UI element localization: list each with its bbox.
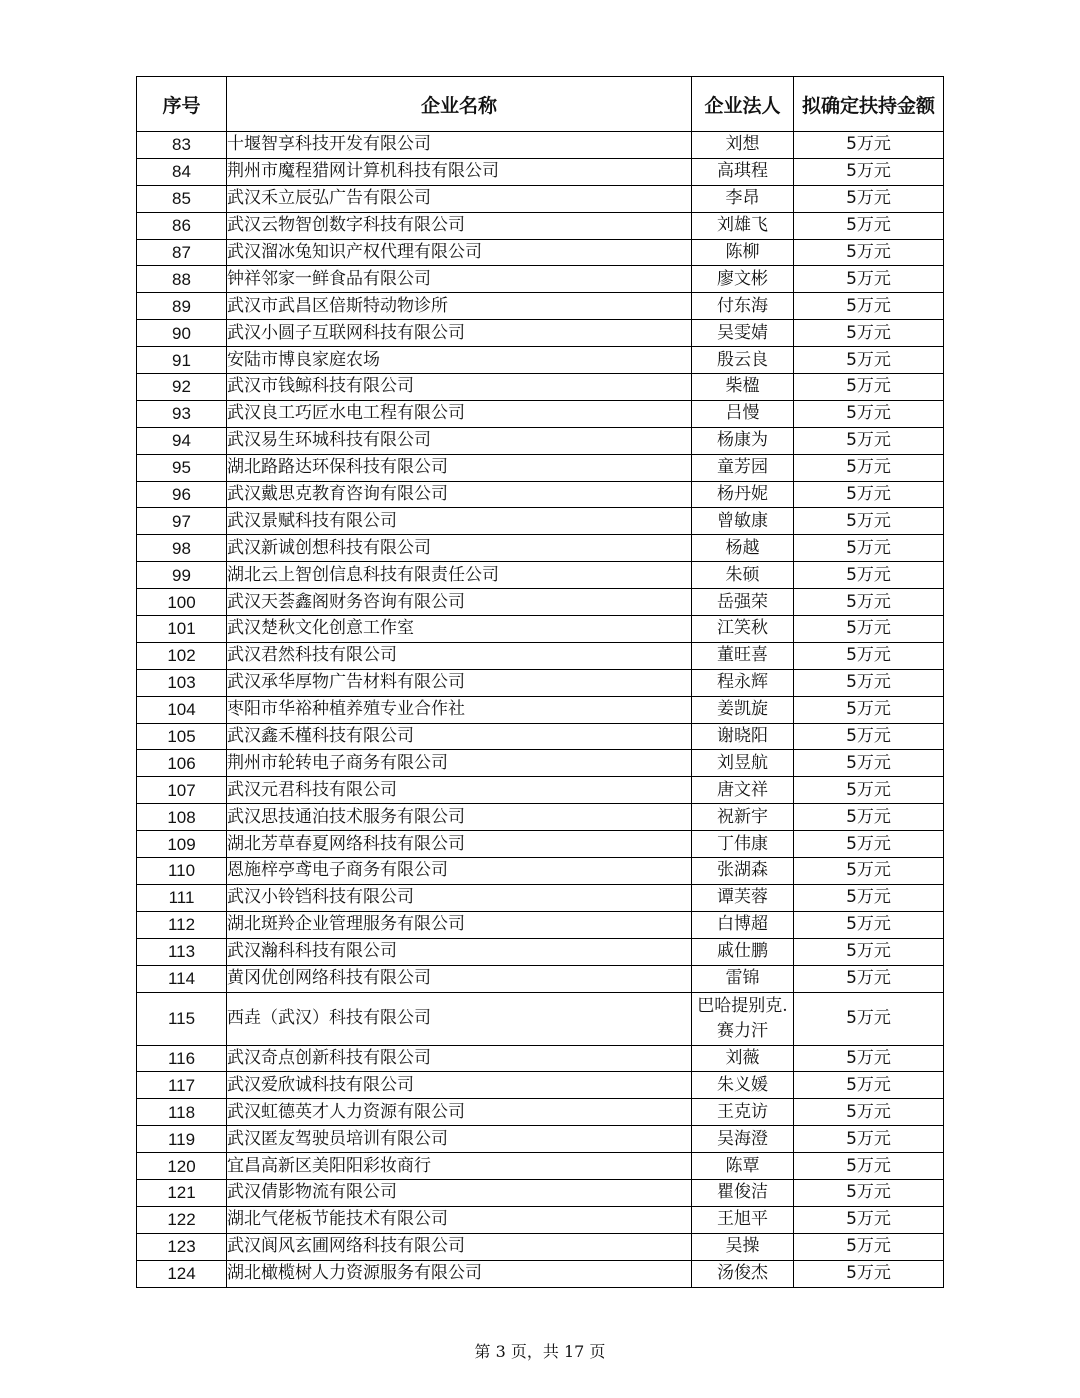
row-enterprise-name: 武汉倩影物流有限公司 [227, 1179, 692, 1206]
row-legal-person: 付东海 [692, 293, 794, 320]
row-serial-number: 120 [137, 1153, 227, 1180]
header-support-amount: 拟确定扶持金额 [794, 77, 944, 132]
row-legal-person: 吴雯婧 [692, 320, 794, 347]
table-row [137, 347, 944, 374]
row-enterprise-name: 武汉爱欣诚科技有限公司 [227, 1072, 692, 1099]
row-enterprise-name: 恩施梓亭鸢电子商务有限公司 [227, 858, 692, 885]
row-legal-person: 岳强荣 [692, 589, 794, 616]
table-row [137, 1126, 944, 1153]
row-enterprise-name: 武汉云物智创数字科技有限公司 [227, 212, 692, 239]
row-legal-person: 谢晓阳 [692, 723, 794, 750]
row-support-amount: 5万元 [794, 804, 944, 831]
row-enterprise-name: 湖北路路达环保科技有限公司 [227, 454, 692, 481]
row-serial-number: 118 [137, 1099, 227, 1126]
table-row [137, 777, 944, 804]
row-support-amount: 5万元 [794, 132, 944, 159]
row-legal-person: 刘昱航 [692, 750, 794, 777]
row-serial-number: 99 [137, 562, 227, 589]
row-enterprise-name: 湖北云上智创信息科技有限责任公司 [227, 562, 692, 589]
row-enterprise-name: 武汉溜冰兔知识产权代理有限公司 [227, 239, 692, 266]
row-serial-number: 86 [137, 212, 227, 239]
row-enterprise-name: 湖北芳草春夏网络科技有限公司 [227, 831, 692, 858]
row-legal-person: 陈柳 [692, 239, 794, 266]
row-enterprise-name: 十堰智享科技开发有限公司 [227, 132, 692, 159]
row-support-amount: 5万元 [794, 1045, 944, 1072]
row-support-amount: 5万元 [794, 185, 944, 212]
table-row [137, 1153, 944, 1180]
table-row [137, 158, 944, 185]
row-support-amount: 5万元 [794, 212, 944, 239]
table-row [137, 804, 944, 831]
table-row [137, 589, 944, 616]
table-row [137, 293, 944, 320]
row-enterprise-name: 湖北斑羚企业管理服务有限公司 [227, 911, 692, 938]
table-row [137, 911, 944, 938]
row-support-amount: 5万元 [794, 884, 944, 911]
row-legal-person: 戚仕鹏 [692, 938, 794, 965]
table-row [137, 696, 944, 723]
row-serial-number: 104 [137, 696, 227, 723]
table-row [137, 1099, 944, 1126]
row-serial-number: 116 [137, 1045, 227, 1072]
table-row [137, 212, 944, 239]
row-enterprise-name: 武汉瀚科科技有限公司 [227, 938, 692, 965]
row-legal-person: 王克访 [692, 1099, 794, 1126]
row-support-amount: 5万元 [794, 320, 944, 347]
table-row [137, 858, 944, 885]
header-legal-person: 企业法人 [692, 77, 794, 132]
row-enterprise-name: 武汉易生环城科技有限公司 [227, 427, 692, 454]
table-row [137, 185, 944, 212]
row-enterprise-name: 西垚（武汉）科技有限公司 [227, 992, 692, 1045]
table-header-row [137, 77, 944, 132]
row-enterprise-name: 武汉楚秋文化创意工作室 [227, 616, 692, 643]
row-serial-number: 90 [137, 320, 227, 347]
table-row [137, 1179, 944, 1206]
header-enterprise-name: 企业名称 [227, 77, 692, 132]
row-support-amount: 5万元 [794, 508, 944, 535]
row-support-amount: 5万元 [794, 347, 944, 374]
row-support-amount: 5万元 [794, 616, 944, 643]
row-legal-person: 童芳园 [692, 454, 794, 481]
row-support-amount: 5万元 [794, 669, 944, 696]
table-row [137, 831, 944, 858]
row-serial-number: 84 [137, 158, 227, 185]
row-support-amount: 5万元 [794, 239, 944, 266]
row-serial-number: 87 [137, 239, 227, 266]
row-serial-number: 112 [137, 911, 227, 938]
row-enterprise-name: 武汉天荟鑫阁财务咨询有限公司 [227, 589, 692, 616]
row-support-amount: 5万元 [794, 911, 944, 938]
row-enterprise-name: 武汉小圆子互联网科技有限公司 [227, 320, 692, 347]
row-support-amount: 5万元 [794, 1206, 944, 1233]
row-legal-person: 王旭平 [692, 1206, 794, 1233]
row-serial-number: 111 [137, 884, 227, 911]
row-support-amount: 5万元 [794, 938, 944, 965]
row-enterprise-name: 武汉景赋科技有限公司 [227, 508, 692, 535]
row-support-amount: 5万元 [794, 1153, 944, 1180]
row-enterprise-name: 武汉禾立辰弘广告有限公司 [227, 185, 692, 212]
table-row [137, 374, 944, 401]
row-legal-person: 吴操 [692, 1233, 794, 1260]
row-support-amount: 5万元 [794, 723, 944, 750]
row-support-amount: 5万元 [794, 1126, 944, 1153]
row-enterprise-name: 荆州市轮转电子商务有限公司 [227, 750, 692, 777]
row-serial-number: 95 [137, 454, 227, 481]
row-support-amount: 5万元 [794, 1099, 944, 1126]
row-legal-person: 谭芙蓉 [692, 884, 794, 911]
row-enterprise-name: 武汉虹德英才人力资源有限公司 [227, 1099, 692, 1126]
row-support-amount: 5万元 [794, 750, 944, 777]
row-serial-number: 83 [137, 132, 227, 159]
row-serial-number: 113 [137, 938, 227, 965]
row-enterprise-name: 武汉良工巧匠水电工程有限公司 [227, 400, 692, 427]
row-support-amount: 5万元 [794, 374, 944, 401]
row-legal-person: 丁伟康 [692, 831, 794, 858]
row-enterprise-name: 宜昌高新区美阳阳彩妆商行 [227, 1153, 692, 1180]
row-legal-person: 朱义媛 [692, 1072, 794, 1099]
row-legal-person: 张湖森 [692, 858, 794, 885]
table-row [137, 239, 944, 266]
row-serial-number: 96 [137, 481, 227, 508]
table-row [137, 669, 944, 696]
row-legal-person: 吴海澄 [692, 1126, 794, 1153]
table-row [137, 723, 944, 750]
table-row [137, 642, 944, 669]
row-serial-number: 94 [137, 427, 227, 454]
row-support-amount: 5万元 [794, 158, 944, 185]
table-row [137, 1045, 944, 1072]
row-support-amount: 5万元 [794, 777, 944, 804]
row-serial-number: 103 [137, 669, 227, 696]
row-support-amount: 5万元 [794, 858, 944, 885]
row-enterprise-name: 武汉市武昌区倍斯特动物诊所 [227, 293, 692, 320]
row-enterprise-name: 枣阳市华裕种植养殖专业合作社 [227, 696, 692, 723]
row-enterprise-name: 湖北气佬板节能技术有限公司 [227, 1206, 692, 1233]
row-support-amount: 5万元 [794, 535, 944, 562]
row-support-amount: 5万元 [794, 427, 944, 454]
row-serial-number: 85 [137, 185, 227, 212]
table-row [137, 750, 944, 777]
header-serial-number: 序号 [137, 77, 227, 132]
enterprise-support-table [136, 76, 944, 1288]
row-serial-number: 109 [137, 831, 227, 858]
table-row [137, 481, 944, 508]
row-legal-person: 刘想 [692, 132, 794, 159]
row-support-amount: 5万元 [794, 1233, 944, 1260]
row-serial-number: 121 [137, 1179, 227, 1206]
row-support-amount: 5万元 [794, 696, 944, 723]
row-enterprise-name: 武汉新诚创想科技有限公司 [227, 535, 692, 562]
row-enterprise-name: 武汉元君科技有限公司 [227, 777, 692, 804]
row-legal-person: 程永辉 [692, 669, 794, 696]
row-serial-number: 106 [137, 750, 227, 777]
row-support-amount: 5万元 [794, 266, 944, 293]
row-enterprise-name: 武汉市钱鲸科技有限公司 [227, 374, 692, 401]
row-support-amount: 5万元 [794, 831, 944, 858]
row-support-amount: 5万元 [794, 400, 944, 427]
row-legal-person: 廖文彬 [692, 266, 794, 293]
row-support-amount: 5万元 [794, 1072, 944, 1099]
table-row [137, 132, 944, 159]
row-legal-person: 雷锦 [692, 965, 794, 992]
row-enterprise-name: 荆州市魔程猎网计算机科技有限公司 [227, 158, 692, 185]
row-legal-person: 唐文祥 [692, 777, 794, 804]
row-legal-person: 朱硕 [692, 562, 794, 589]
row-legal-person: 巴哈提别克.赛力汗 [692, 992, 794, 1045]
row-legal-person: 董旺喜 [692, 642, 794, 669]
row-serial-number: 114 [137, 965, 227, 992]
row-serial-number: 122 [137, 1206, 227, 1233]
row-support-amount: 5万元 [794, 965, 944, 992]
row-serial-number: 93 [137, 400, 227, 427]
row-legal-person: 高琪程 [692, 158, 794, 185]
row-enterprise-name: 武汉奇点创新科技有限公司 [227, 1045, 692, 1072]
row-legal-person: 李昂 [692, 185, 794, 212]
row-support-amount: 5万元 [794, 1260, 944, 1287]
row-serial-number: 102 [137, 642, 227, 669]
row-enterprise-name: 武汉鑫禾槿科技有限公司 [227, 723, 692, 750]
row-serial-number: 97 [137, 508, 227, 535]
row-serial-number: 123 [137, 1233, 227, 1260]
table-row [137, 400, 944, 427]
row-legal-person: 祝新宇 [692, 804, 794, 831]
row-serial-number: 119 [137, 1126, 227, 1153]
table-row [137, 427, 944, 454]
row-serial-number: 88 [137, 266, 227, 293]
row-serial-number: 117 [137, 1072, 227, 1099]
table-row [137, 992, 944, 1045]
row-legal-person: 刘薇 [692, 1045, 794, 1072]
table-row [137, 965, 944, 992]
row-enterprise-name: 武汉承华厚物广告材料有限公司 [227, 669, 692, 696]
row-support-amount: 5万元 [794, 562, 944, 589]
row-serial-number: 110 [137, 858, 227, 885]
row-serial-number: 124 [137, 1260, 227, 1287]
row-enterprise-name: 钟祥邻家一鲜食品有限公司 [227, 266, 692, 293]
table-row [137, 454, 944, 481]
table-row [137, 1206, 944, 1233]
row-serial-number: 92 [137, 374, 227, 401]
row-legal-person: 瞿俊洁 [692, 1179, 794, 1206]
page-footer: 第 3 页，共 17 页 [474, 1342, 606, 1361]
row-enterprise-name: 黄冈优创网络科技有限公司 [227, 965, 692, 992]
row-legal-person: 柴楹 [692, 374, 794, 401]
row-legal-person: 姜凯旋 [692, 696, 794, 723]
row-serial-number: 100 [137, 589, 227, 616]
row-legal-person: 杨丹妮 [692, 481, 794, 508]
row-support-amount: 5万元 [794, 481, 944, 508]
row-enterprise-name: 武汉阆风玄圃网络科技有限公司 [227, 1233, 692, 1260]
row-enterprise-name: 武汉君然科技有限公司 [227, 642, 692, 669]
row-enterprise-name: 武汉戴思克教育咨询有限公司 [227, 481, 692, 508]
row-legal-person: 曾敏康 [692, 508, 794, 535]
table-row [137, 938, 944, 965]
row-support-amount: 5万元 [794, 992, 944, 1045]
row-legal-person: 汤俊杰 [692, 1260, 794, 1287]
row-serial-number: 89 [137, 293, 227, 320]
row-serial-number: 115 [137, 992, 227, 1045]
row-serial-number: 101 [137, 616, 227, 643]
row-enterprise-name: 湖北橄榄树人力资源服务有限公司 [227, 1260, 692, 1287]
row-legal-person: 杨康为 [692, 427, 794, 454]
row-legal-person: 陈覃 [692, 1153, 794, 1180]
table-row [137, 535, 944, 562]
row-serial-number: 108 [137, 804, 227, 831]
row-legal-person: 杨越 [692, 535, 794, 562]
table-row [137, 320, 944, 347]
table-row [137, 1233, 944, 1260]
table-row [137, 562, 944, 589]
row-support-amount: 5万元 [794, 642, 944, 669]
row-support-amount: 5万元 [794, 589, 944, 616]
row-legal-person: 江笑秋 [692, 616, 794, 643]
row-enterprise-name: 武汉思技通泊技术服务有限公司 [227, 804, 692, 831]
row-legal-person: 殷云良 [692, 347, 794, 374]
table-row [137, 1072, 944, 1099]
table-row [137, 508, 944, 535]
table-row [137, 884, 944, 911]
row-serial-number: 91 [137, 347, 227, 374]
row-serial-number: 107 [137, 777, 227, 804]
row-legal-person: 白博超 [692, 911, 794, 938]
row-support-amount: 5万元 [794, 1179, 944, 1206]
row-enterprise-name: 安陆市博良家庭农场 [227, 347, 692, 374]
row-legal-person: 刘雄飞 [692, 212, 794, 239]
row-serial-number: 105 [137, 723, 227, 750]
table-row [137, 1260, 944, 1287]
row-support-amount: 5万元 [794, 454, 944, 481]
row-serial-number: 98 [137, 535, 227, 562]
row-support-amount: 5万元 [794, 293, 944, 320]
row-enterprise-name: 武汉小铃铛科技有限公司 [227, 884, 692, 911]
table-row [137, 266, 944, 293]
table-row [137, 616, 944, 643]
row-legal-person: 吕慢 [692, 400, 794, 427]
row-enterprise-name: 武汉匿友驾驶员培训有限公司 [227, 1126, 692, 1153]
